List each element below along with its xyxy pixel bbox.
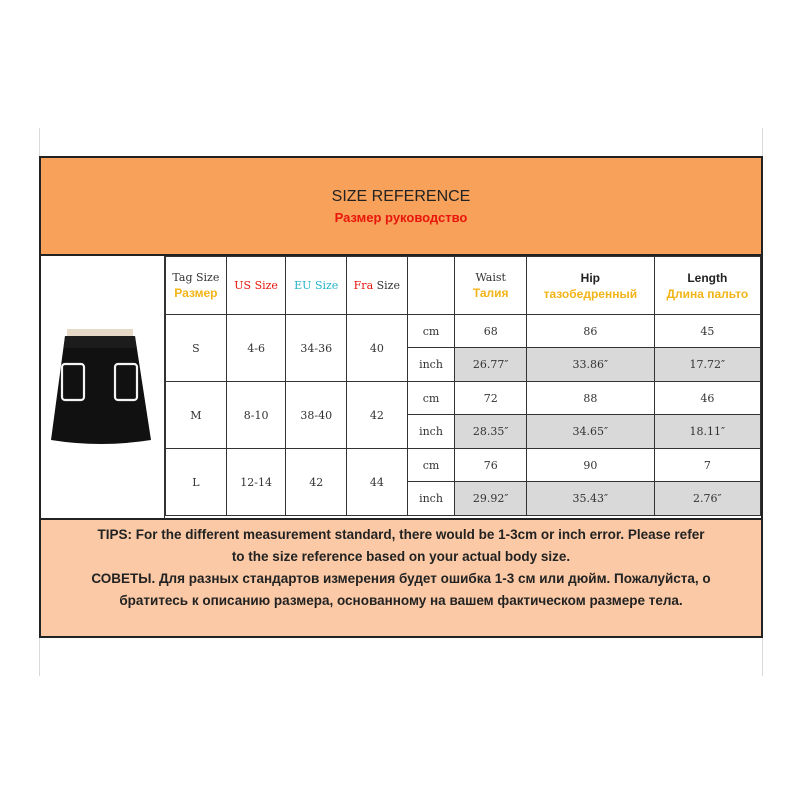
tips-box bbox=[41, 518, 761, 636]
eu-cell: 34-36 bbox=[286, 315, 347, 382]
size-table bbox=[165, 256, 761, 516]
chart-title: SIZE REFERENCE bbox=[331, 188, 471, 205]
hip-cell: 34.65″ bbox=[527, 415, 655, 449]
tag-cell: M bbox=[166, 382, 227, 449]
col-us-size: US Size bbox=[226, 257, 286, 315]
hip-cell: 90 bbox=[527, 449, 655, 482]
table-row bbox=[166, 449, 761, 482]
unit-cell: inch bbox=[407, 415, 455, 449]
fra-cell: 42 bbox=[347, 382, 408, 449]
waist-cell: 68 bbox=[455, 315, 527, 348]
unit-cell: inch bbox=[407, 348, 455, 382]
table-header-row bbox=[166, 257, 761, 315]
tips-line-ru-1: СОВЕТЫ. Для разных стандартов измерения будет ошибка 1-3 см или дюйм. Пожалуйста, о bbox=[91, 571, 711, 586]
length-cell: 18.11″ bbox=[654, 415, 760, 449]
us-cell: 8-10 bbox=[226, 382, 286, 449]
waist-cell: 72 bbox=[455, 382, 527, 415]
chart-header bbox=[41, 158, 761, 256]
col-eu-size: EU Size bbox=[286, 257, 347, 315]
chart-body bbox=[41, 256, 761, 518]
length-cell: 45 bbox=[654, 315, 760, 348]
fra-cell: 44 bbox=[347, 449, 408, 516]
tag-cell: S bbox=[166, 315, 227, 382]
length-cell: 17.72″ bbox=[654, 348, 760, 382]
length-cell: 7 bbox=[654, 449, 760, 482]
hip-cell: 35.43″ bbox=[527, 482, 655, 516]
size-chart bbox=[39, 156, 763, 638]
hip-cell: 86 bbox=[527, 315, 655, 348]
tips-line-ru-2: братитесь к описанию размера, основанному на вашем фактическом размере тела. bbox=[119, 593, 683, 608]
unit-cell: cm bbox=[407, 449, 455, 482]
col-fra-size: Fra Size bbox=[347, 257, 408, 315]
hip-cell: 88 bbox=[527, 382, 655, 415]
col-unit bbox=[407, 257, 455, 315]
waist-cell: 76 bbox=[455, 449, 527, 482]
skirt-image bbox=[47, 326, 155, 446]
us-cell: 4-6 bbox=[226, 315, 286, 382]
waist-cell: 28.35″ bbox=[455, 415, 527, 449]
eu-cell: 42 bbox=[286, 449, 347, 516]
tips-line-en-2: to the size reference based on your actual body size. bbox=[231, 549, 571, 564]
waist-cell: 26.77″ bbox=[455, 348, 527, 382]
length-cell: 46 bbox=[654, 382, 760, 415]
col-tag-size: Tag Size Размер bbox=[166, 257, 227, 315]
eu-cell: 38-40 bbox=[286, 382, 347, 449]
fra-cell: 40 bbox=[347, 315, 408, 382]
waist-cell: 29.92″ bbox=[455, 482, 527, 516]
chart-subtitle: Размер руководство bbox=[334, 210, 468, 225]
unit-cell: cm bbox=[407, 382, 455, 415]
table-row bbox=[166, 382, 761, 415]
tag-cell: L bbox=[166, 449, 227, 516]
hip-cell: 33.86″ bbox=[527, 348, 655, 382]
col-hip: Hip тазобедренный bbox=[527, 257, 655, 315]
col-waist: Waist Талия bbox=[455, 257, 527, 315]
us-cell: 12-14 bbox=[226, 449, 286, 516]
unit-cell: cm bbox=[407, 315, 455, 348]
table-row bbox=[166, 315, 761, 348]
length-cell: 2.76″ bbox=[654, 482, 760, 516]
unit-cell: inch bbox=[407, 482, 455, 516]
col-length: Length Длина пальто bbox=[654, 257, 760, 315]
product-photo bbox=[41, 256, 165, 518]
tips-line-en-1: TIPS: For the different measurement standard, there would be 1-3cm or inch error. Please refer bbox=[97, 527, 705, 542]
